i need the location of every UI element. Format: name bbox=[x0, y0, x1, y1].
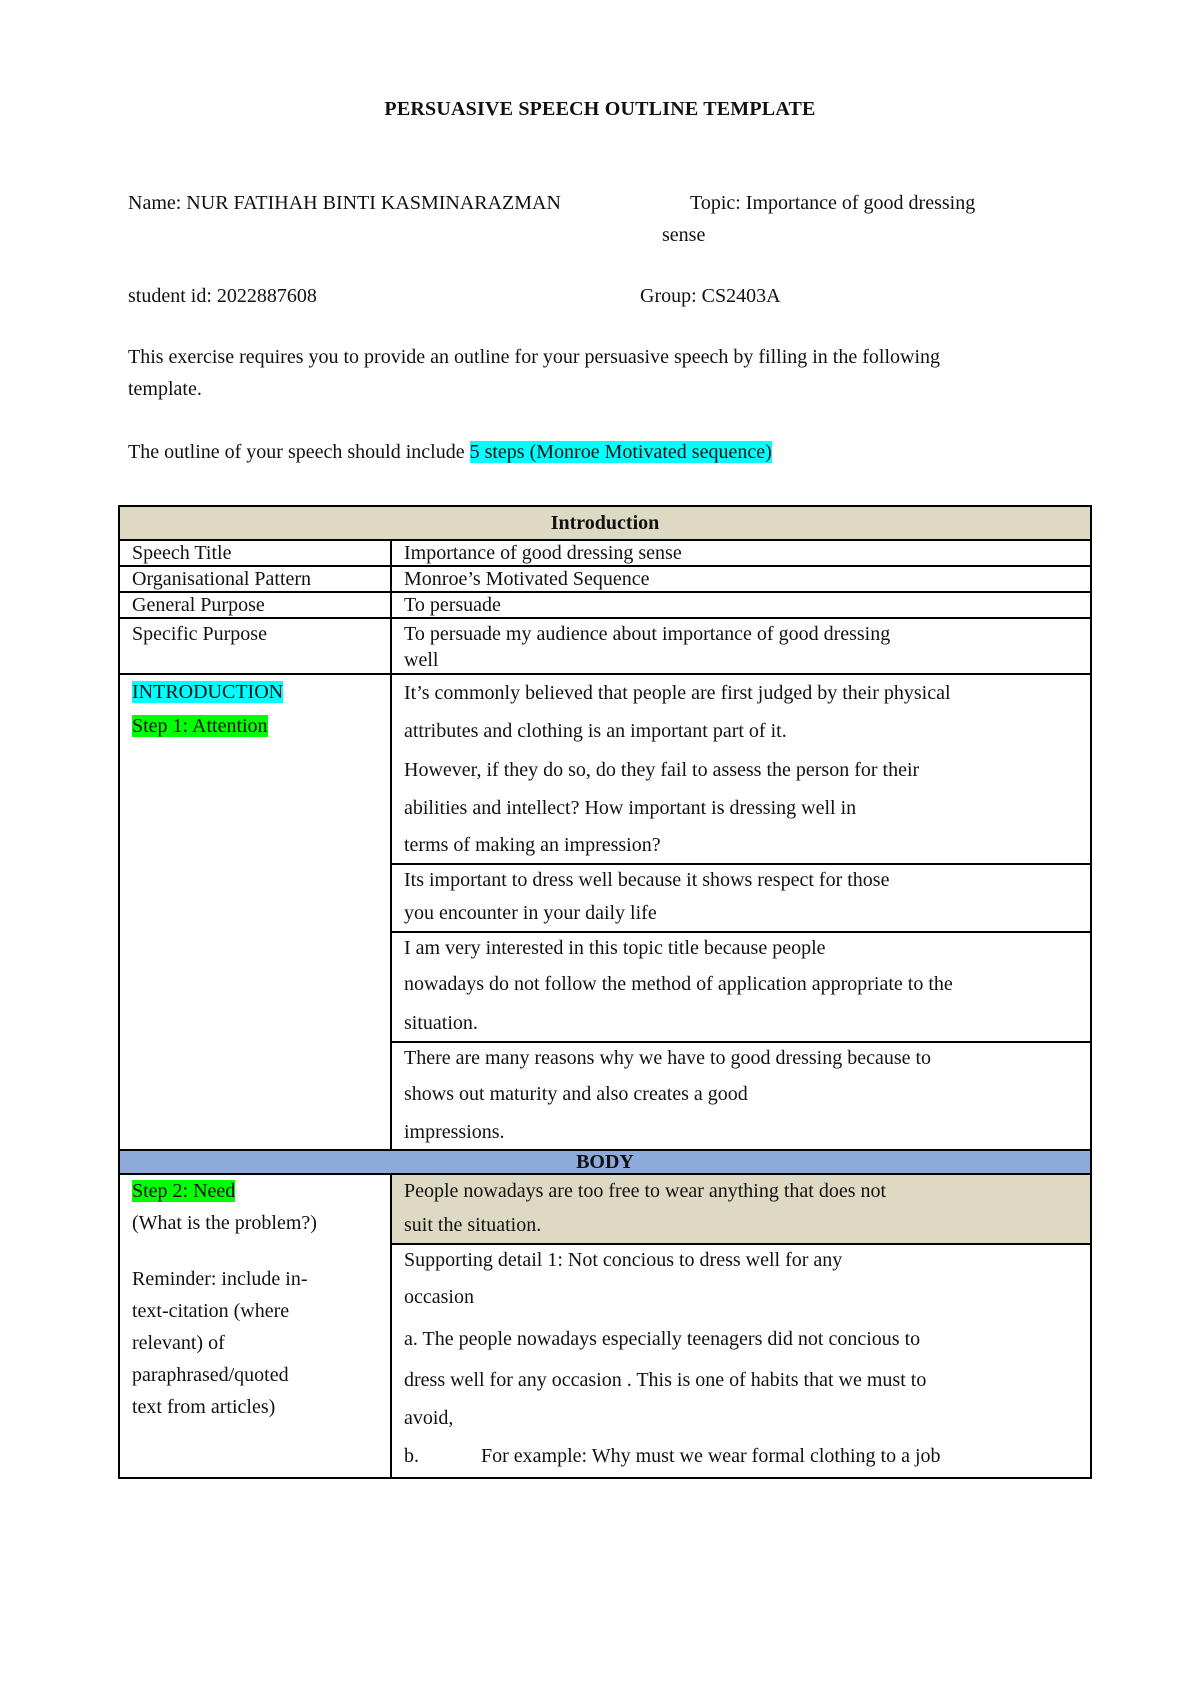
text-line: Its important to dress well because it shows respect for those bbox=[404, 869, 890, 891]
reminder-line: paraphrased/quoted bbox=[132, 1364, 289, 1386]
text-line: situation. bbox=[404, 1012, 478, 1034]
text-line: avoid, bbox=[404, 1407, 454, 1429]
body-header-row bbox=[119, 1150, 1091, 1174]
text-line: you encounter in your daily life bbox=[404, 902, 657, 924]
instruction-line-1: This exercise requires you to provide an outline for your persuasive speech by filling in the following bbox=[128, 346, 941, 368]
text-line: It’s commonly believed that people are first judged by their physical bbox=[404, 682, 951, 704]
table-row bbox=[119, 566, 1091, 592]
row-value: Monroe’s Motivated Sequence bbox=[391, 566, 1091, 592]
example-line bbox=[404, 1435, 1090, 1477]
row-label: Specific Purpose bbox=[119, 618, 391, 674]
attention-cell-2 bbox=[391, 864, 1091, 932]
student-name: Name: NUR FATIHAH BINTI KASMINARAZMAN bbox=[128, 192, 561, 214]
instruction-highlight: 5 steps (Monroe Motivated sequence) bbox=[469, 441, 772, 463]
introduction-header: Introduction bbox=[119, 506, 1091, 540]
text-line: I am very interested in this topic title because people bbox=[404, 937, 826, 959]
reminder-line: text from articles) bbox=[132, 1396, 276, 1418]
text-line: occasion bbox=[404, 1286, 474, 1308]
value-line: well bbox=[404, 649, 439, 671]
row-value: To persuade bbox=[391, 592, 1091, 618]
row-label: Organisational Pattern bbox=[119, 566, 391, 592]
need-support-cell bbox=[391, 1244, 1091, 1478]
text-line: shows out maturity and also creates a good bbox=[404, 1083, 748, 1105]
text-line: dress well for any occasion . This is one of habits that we must to bbox=[404, 1369, 927, 1391]
need-row-1 bbox=[119, 1174, 1091, 1244]
row-value: Importance of good dressing sense bbox=[391, 540, 1091, 566]
text-line: There are many reasons why we have to good dressing because to bbox=[404, 1047, 932, 1069]
topic-line-1: Topic: Importance of good dressing bbox=[690, 192, 976, 214]
instruction-line-3 bbox=[128, 437, 772, 468]
row-value bbox=[391, 618, 1091, 674]
text-line: However, if they do so, do they fail to assess the person for their bbox=[404, 759, 920, 781]
text-line: terms of making an impression? bbox=[404, 834, 661, 856]
attention-cell-3 bbox=[391, 932, 1091, 1042]
introduction-label: INTRODUCTION bbox=[132, 681, 284, 703]
value-line: To persuade my audience about importance of good dressing bbox=[404, 623, 891, 645]
instruction-prefix: The outline of your speech should include bbox=[128, 441, 470, 463]
group: Group: CS2403A bbox=[640, 285, 781, 307]
need-question: (What is the problem?) bbox=[132, 1212, 317, 1234]
table-row bbox=[119, 540, 1091, 566]
text-line: Supporting detail 1: Not concious to dress well for any bbox=[404, 1249, 843, 1271]
page-title: PERSUASIVE SPEECH OUTLINE TEMPLATE bbox=[384, 98, 816, 120]
text-line: impressions. bbox=[404, 1121, 505, 1143]
student-id: student id: 2022887608 bbox=[128, 285, 317, 307]
attention-cell-4 bbox=[391, 1042, 1091, 1150]
outline-table bbox=[118, 505, 1092, 1479]
example-marker: b. bbox=[404, 1445, 419, 1467]
topic-line-2: sense bbox=[662, 224, 706, 246]
reminder-line: relevant) of bbox=[132, 1332, 225, 1354]
text-line: suit the situation. bbox=[404, 1214, 542, 1236]
instruction-line-2: template. bbox=[128, 378, 202, 400]
table-row bbox=[119, 618, 1091, 674]
reminder-line: Reminder: include in- bbox=[132, 1268, 308, 1290]
step-1-label: Step 1: Attention bbox=[132, 715, 268, 737]
text-line: abilities and intellect? How important is dressing well in bbox=[404, 797, 857, 819]
step-2-label: Step 2: Need bbox=[132, 1180, 236, 1202]
table-row bbox=[119, 592, 1091, 618]
introduction-header-row bbox=[119, 506, 1091, 540]
intro-step-label bbox=[119, 674, 391, 1150]
text-line: attributes and clothing is an important part of it. bbox=[404, 720, 787, 742]
need-problem-cell bbox=[391, 1174, 1091, 1244]
text-line: a. The people nowadays especially teenagers did not concious to bbox=[404, 1328, 921, 1350]
text-line: nowadays do not follow the method of application appropriate to the bbox=[404, 973, 953, 995]
row-label: General Purpose bbox=[119, 592, 391, 618]
attention-row-1 bbox=[119, 674, 1091, 864]
example-text: For example: Why must we wear formal clothing to a job bbox=[481, 1445, 941, 1467]
attention-cell-1 bbox=[391, 674, 1091, 864]
reminder-line: text-citation (where bbox=[132, 1300, 290, 1322]
text-line: People nowadays are too free to wear anything that does not bbox=[404, 1180, 887, 1202]
row-label: Speech Title bbox=[119, 540, 391, 566]
body-header: BODY bbox=[119, 1150, 1091, 1174]
need-step-label bbox=[119, 1174, 391, 1478]
